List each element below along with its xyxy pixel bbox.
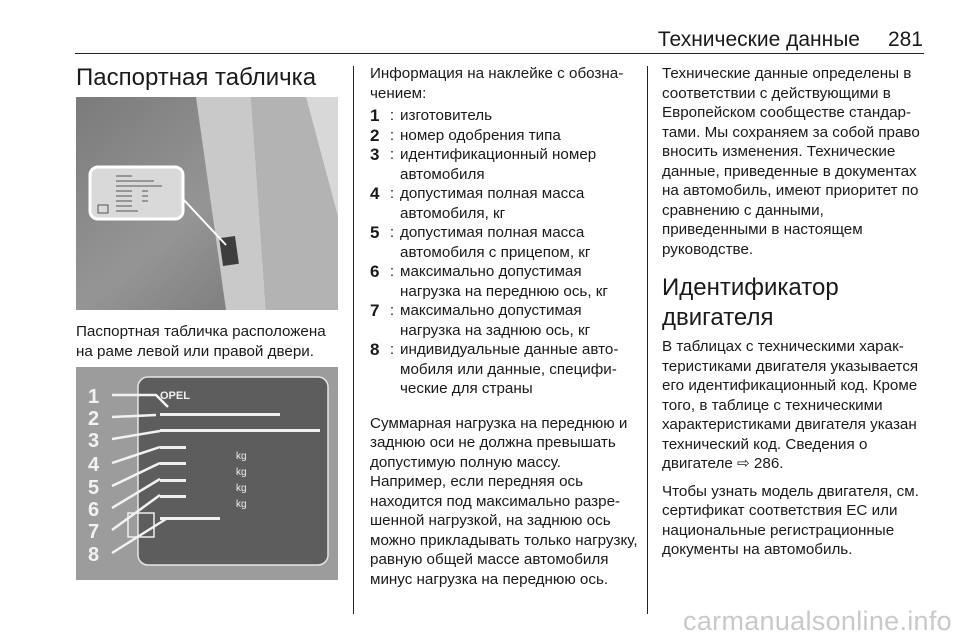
left-column (76, 64, 342, 92)
page-number: 281 (887, 28, 923, 51)
plate-line-1: OPEL (160, 390, 190, 402)
callout-2: 2 (88, 408, 100, 430)
id-plate-diagram (76, 367, 338, 580)
plate-legend-list (370, 106, 638, 399)
callout-4: 4 (88, 454, 100, 476)
plate-line-3 (160, 429, 320, 432)
spec-paragraph: Технические данные определены в соответствии с действующими в Европейском сообществе стандартами. Мы сохраняем за собой право вносить изменения. Технические данные, приведенные в документах на автомобиль, имеют приоритет по сравнению с данными, приведенными в настоящем руководстве. (662, 65, 920, 258)
watermark: carmanualsonline.info (683, 606, 952, 636)
column-divider (647, 66, 648, 614)
section-heading: Паспортная табличка (76, 64, 317, 91)
header-rule (75, 53, 924, 54)
middle-column (370, 64, 638, 589)
list-item: 7 : максимально допустимая нагрузка на заднюю ось, кг (370, 301, 591, 339)
engine-model-paragraph: Чтобы узнать модель двигателя, см. сертификат соответствия ЕС или национальные регистрационные документы на автомобиль. (662, 482, 919, 558)
axle-load-paragraph: Суммарная нагрузка на переднюю и заднюю оси не должна превышать допустимую полную массу. Например, если передняя ось находится под максимально разрешенной нагрузкой, на заднюю ось можно прикладывать только нагрузку, равную общей массе автомобиля минус нагрузка на переднюю ось. (370, 414, 638, 588)
list-item: 4 : допустимая полная масса автомобиля, кг (370, 184, 585, 222)
plate-line-6 (160, 479, 186, 482)
plate-kg-2: kg (236, 467, 247, 478)
photo-caption: Паспортная табличка расположена на раме левой или правой двери. (76, 323, 326, 360)
engine-id-heading: Идентификатор двигателя (662, 274, 839, 331)
plate-line-5 (160, 462, 186, 465)
list-item: 6 : максимально допустимая нагрузка на переднюю ось, кг (370, 262, 608, 300)
callout-1: 1 (88, 386, 100, 408)
plate-kg-4: kg (236, 499, 247, 510)
right-column (662, 64, 932, 560)
callout-7: 7 (88, 521, 100, 543)
list-item: 2 : номер одобрения типа (370, 125, 561, 145)
plate-kg-1: kg (236, 451, 247, 462)
callout-8: 8 (88, 544, 100, 566)
callout-5: 5 (88, 477, 100, 499)
running-title: Технические данные (657, 28, 860, 51)
engine-id-paragraph: В таблицах с техническими характеристиками двигателя указывается его идентификационный код. Кроме того, в таблице с техническими характеристиками двигателя указан технический код. Сведения о двигателе ⇨ 286. (662, 338, 919, 472)
callout-6: 6 (88, 499, 100, 521)
column-divider (353, 66, 354, 614)
plate-line-2 (160, 413, 280, 416)
list-item: 3 : идентификационный номер автомобиля (370, 145, 597, 183)
plate-line-7 (160, 495, 186, 498)
list-item: 8 : индивидуальные данные автомобиля или данные, специфические для страны (370, 340, 619, 397)
plate-kg-3: kg (236, 483, 247, 494)
intro-text: Информация на наклейке с обозначением: (370, 65, 624, 102)
plate-line-4 (160, 446, 186, 449)
callout-3: 3 (88, 430, 100, 452)
plate-line-8 (160, 517, 220, 520)
list-item: 1 : изготовитель (370, 106, 493, 125)
list-item: 5 : допустимая полная масса автомобиля с прицепом, кг (370, 223, 591, 261)
door-frame-photo (76, 97, 338, 310)
